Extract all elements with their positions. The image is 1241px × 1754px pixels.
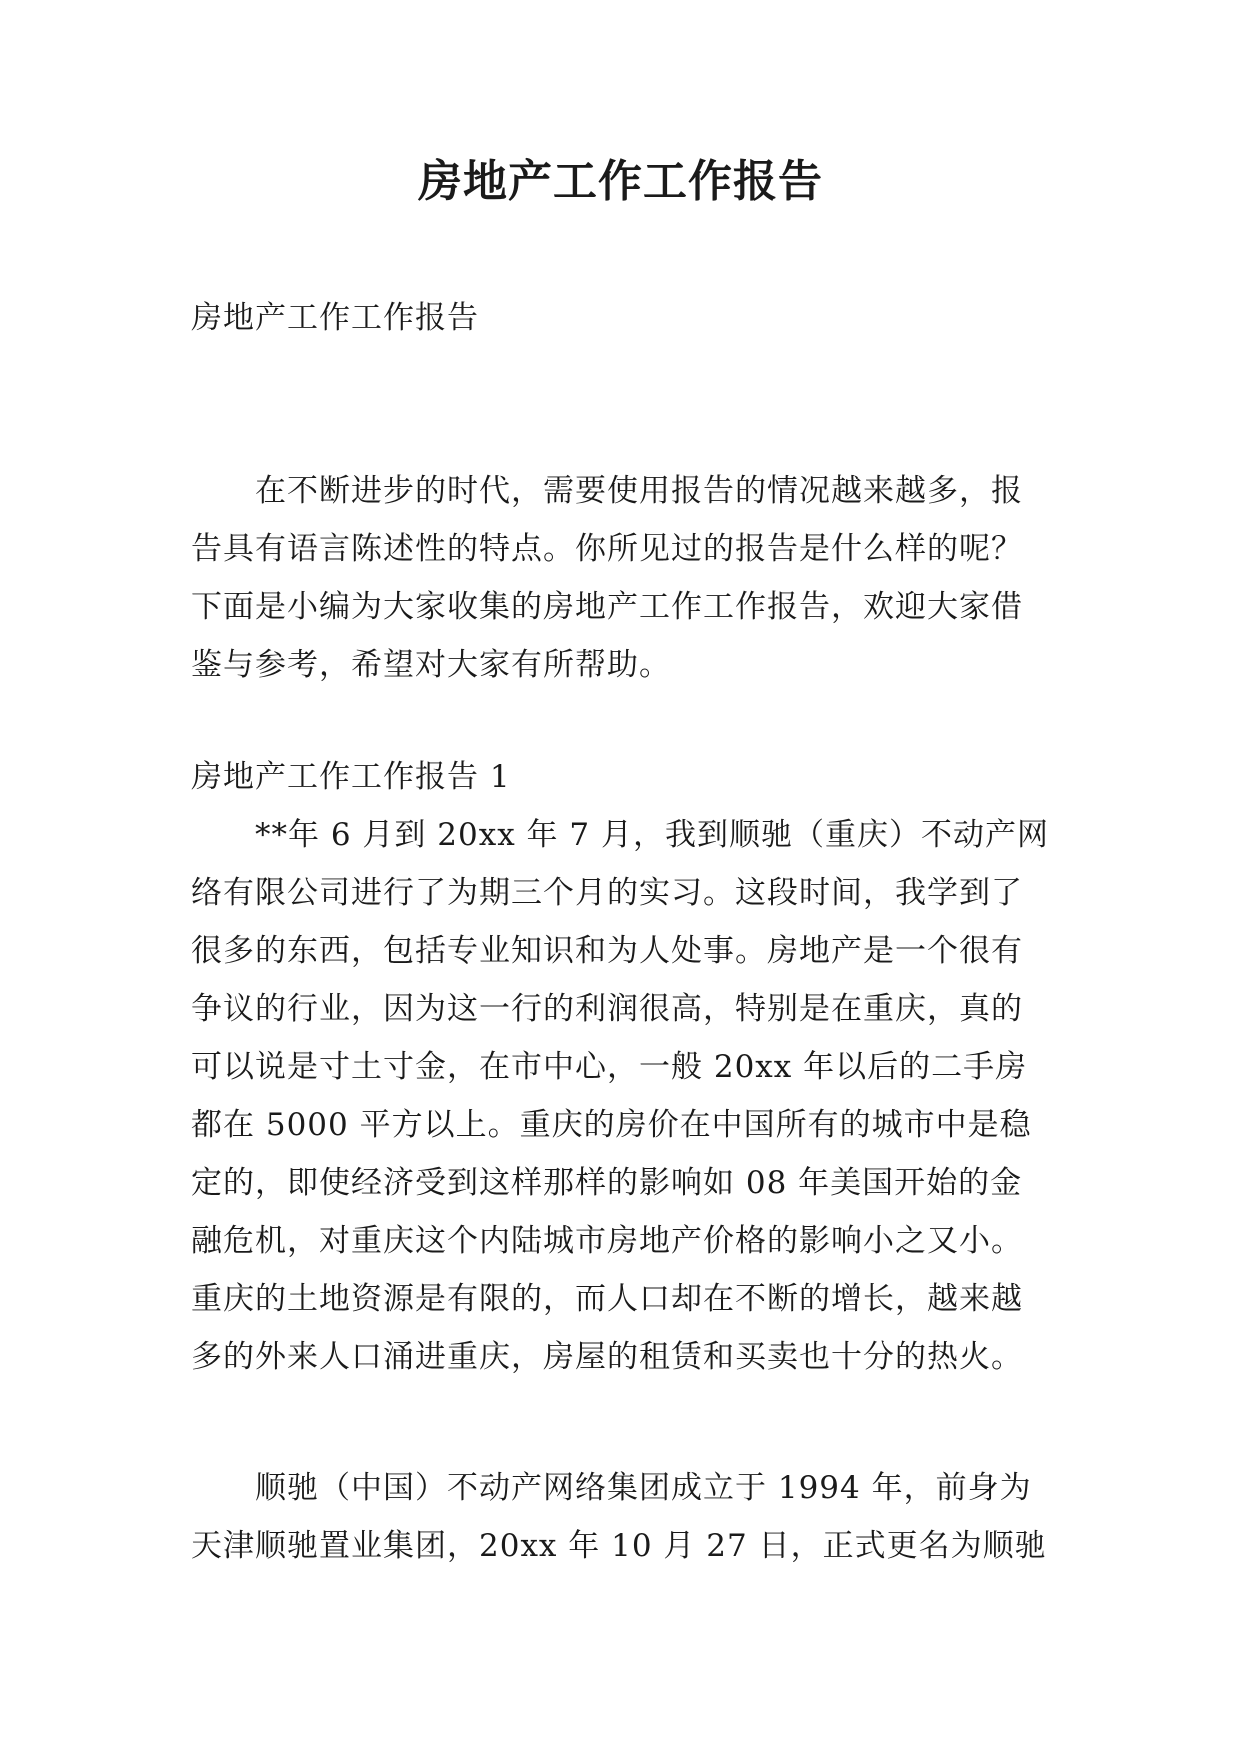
intro-paragraph <box>191 462 1071 694</box>
paragraph-line: 融危机，对重庆这个内陆城市房地产价格的影响小之又小。 <box>191 1223 1023 1259</box>
section1-paragraph <box>191 806 1071 1386</box>
section-heading: 房地产工作工作报告 1 <box>191 759 511 795</box>
section2-paragraph <box>191 1459 1071 1575</box>
paragraph-line: 顺驰（中国）不动产网络集团成立于 1994 年，前身为 <box>191 1470 1032 1506</box>
paragraph-line: 争议的行业，因为这一行的利润很高，特别是在重庆，真的 <box>191 991 1023 1027</box>
paragraph-line: 多的外来人口涌进重庆，房屋的租赁和买卖也十分的热火。 <box>191 1339 1023 1375</box>
paragraph-line: 天津顺驰置业集团，20xx 年 10 月 27 日，正式更名为顺驰 <box>191 1528 1047 1564</box>
paragraph-line: 络有限公司进行了为期三个月的实习。这段时间，我学到了 <box>191 875 1023 911</box>
paragraph-line: **年 6 月到 20xx 年 7 月，我到顺驰（重庆）不动产网 <box>191 817 1049 853</box>
document-title: 房地产工作工作报告 <box>418 156 823 207</box>
paragraph-line: 可以说是寸土寸金，在市中心，一般 20xx 年以后的二手房 <box>191 1049 1028 1085</box>
paragraph-line: 都在 5000 平方以上。重庆的房价在中国所有的城市中是稳 <box>191 1107 1032 1143</box>
paragraph-line: 定的，即使经济受到这样那样的影响如 08 年美国开始的金 <box>191 1165 1023 1201</box>
document-subtitle: 房地产工作工作报告 <box>191 300 479 336</box>
paragraph-line: 重庆的土地资源是有限的，而人口却在不断的增长，越来越 <box>191 1281 1023 1317</box>
paragraph-line: 很多的东西，包括专业知识和为人处事。房地产是一个很有 <box>191 933 1023 969</box>
intro-line: 告具有语言陈述性的特点。你所见过的报告是什么样的呢？ <box>191 531 1023 567</box>
intro-line: 下面是小编为大家收集的房地产工作工作报告，欢迎大家借 <box>191 589 1023 625</box>
intro-line: 在不断进步的时代，需要使用报告的情况越来越多，报 <box>191 473 1023 509</box>
intro-line: 鉴与参考，希望对大家有所帮助。 <box>191 647 671 683</box>
